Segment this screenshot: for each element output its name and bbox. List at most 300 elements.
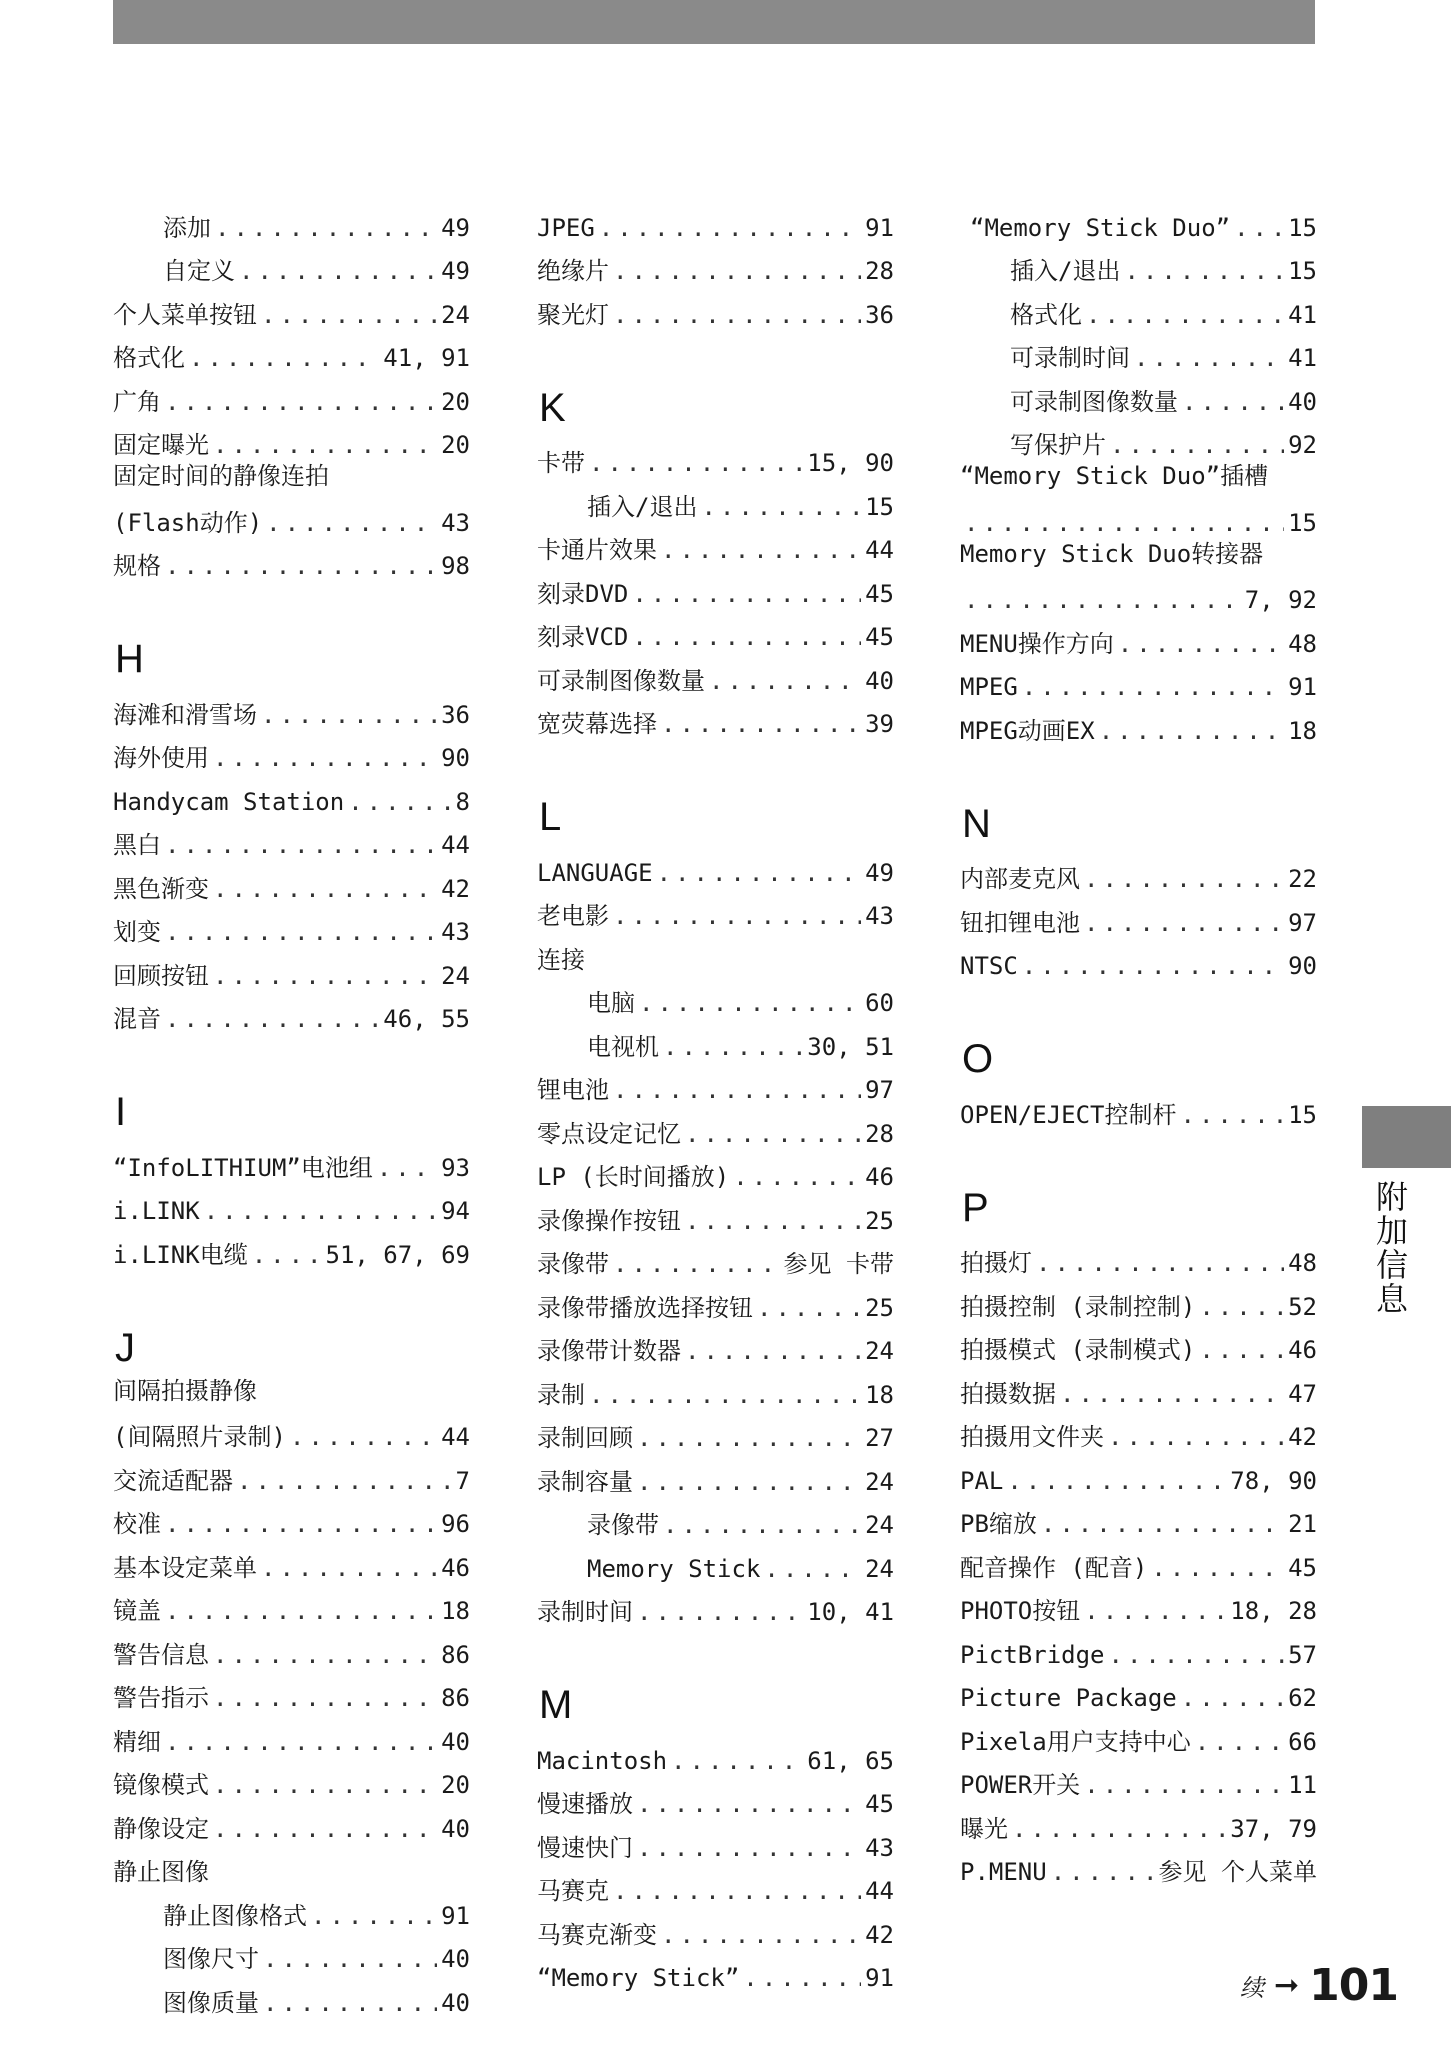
entry-page: 15 — [1288, 508, 1317, 537]
entry-label: 海外使用 — [113, 744, 209, 772]
leader-dots — [263, 1989, 437, 2017]
entry-label: 可录制时间 — [1010, 344, 1130, 372]
index-entry — [113, 1138, 470, 1182]
entry-page: 36 — [441, 700, 470, 729]
leader-dots — [213, 962, 437, 990]
leader-dots — [964, 509, 1284, 537]
index-entry — [960, 1799, 1317, 1843]
section-letter: O — [962, 1037, 994, 1081]
index-subentry — [537, 477, 894, 521]
index-entry — [960, 658, 1317, 702]
entry-page: 18 — [1288, 716, 1317, 745]
index-entry — [537, 1409, 894, 1453]
section-letter: P — [962, 1185, 989, 1230]
entry-label: 镜盖 — [113, 1597, 161, 1625]
entry-label: 宽荧幕选择 — [537, 710, 657, 738]
leader-dots — [266, 509, 437, 537]
index-entry — [113, 772, 470, 816]
index-subentry — [960, 372, 1317, 416]
entry-label: 绝缘片 — [537, 257, 609, 285]
entry-label: POWER开关 — [960, 1771, 1081, 1799]
entry-page: 60 — [865, 989, 894, 1017]
index-entry — [960, 1625, 1317, 1669]
entry-page: 24 — [441, 961, 470, 990]
index-entry-first-line: 固定时间的静像连拍 — [113, 462, 329, 490]
entry-page: 44 — [865, 536, 894, 564]
entry-label: 钮扣锂电池 — [960, 908, 1080, 937]
index-entry — [537, 1905, 894, 1949]
index-entry — [537, 1452, 894, 1496]
entry-page: 57 — [1288, 1640, 1317, 1669]
entry-page: 44 — [865, 1877, 894, 1905]
entry-label: 规格 — [113, 552, 161, 580]
leader-dots — [1134, 344, 1284, 372]
leader-dots — [613, 1076, 861, 1104]
entry-label: “InfoLITHIUM”电池组 — [113, 1153, 373, 1182]
header-bar — [113, 0, 1315, 44]
entry-label: 静止图像格式 — [163, 1901, 307, 1930]
leader-dots — [252, 1241, 322, 1269]
index-entry — [537, 1775, 894, 1819]
entry-label: MENU操作方向 — [960, 629, 1114, 658]
leader-dots — [1108, 1423, 1284, 1451]
leader-dots — [213, 875, 437, 903]
leader-dots — [1084, 1771, 1284, 1799]
index-heading — [113, 1843, 470, 1887]
entry-label: 录像带播放选择按钮 — [537, 1293, 753, 1322]
leader-dots — [1099, 717, 1284, 745]
entry-label: 图像质量 — [163, 1988, 259, 2017]
index-entry — [113, 1625, 470, 1669]
index-entry — [113, 1182, 470, 1226]
entry-label: PictBridge — [960, 1640, 1105, 1669]
leader-dots — [1110, 431, 1284, 459]
leader-dots — [165, 388, 437, 416]
entry-page: 46 — [1288, 1336, 1317, 1364]
entry-page: 91 — [865, 1964, 894, 1992]
entry-label: OPEN/EJECT控制杆 — [960, 1100, 1177, 1129]
section-letter: N — [962, 801, 991, 846]
section-letter: L — [539, 795, 562, 839]
entry-label: 海滩和滑雪场 — [113, 700, 257, 729]
section-gap — [960, 980, 1317, 1024]
index-entry — [113, 1495, 470, 1539]
entry-page: 参见 卡带 — [783, 1250, 894, 1278]
leader-dots — [311, 1902, 437, 1930]
index-entry — [537, 1191, 894, 1235]
entry-page: 24 — [865, 1467, 894, 1496]
entry-page: 28 — [865, 1119, 894, 1148]
entry-label: Memory Stick — [587, 1554, 761, 1583]
leader-dots — [1109, 1641, 1285, 1669]
index-subentry — [960, 285, 1317, 329]
entry-label: 卡带 — [537, 449, 585, 477]
leader-dots — [165, 1728, 437, 1756]
leader-dots — [261, 1554, 437, 1582]
leader-dots — [213, 1815, 437, 1843]
entry-page: 49 — [441, 213, 470, 242]
page-number: 101 — [1309, 1960, 1398, 2011]
entry-page: 66 — [1288, 1727, 1317, 1756]
section-side-label: 附加信息 — [1371, 1180, 1409, 1316]
index-entry — [113, 1538, 470, 1582]
entry-label: 精细 — [113, 1727, 161, 1756]
entry-page: 45 — [865, 623, 894, 651]
entry-page: 40 — [441, 1988, 470, 2017]
leader-dots — [237, 1467, 452, 1495]
index-entry — [960, 1756, 1317, 1800]
leader-dots — [1181, 1101, 1285, 1129]
entry-label: 格式化 — [1010, 300, 1082, 329]
index-entry — [537, 843, 894, 887]
entry-page: 47 — [1288, 1379, 1317, 1408]
entry-label: 电脑 — [587, 989, 635, 1017]
leader-dots — [1051, 1858, 1155, 1886]
leader-dots — [213, 431, 437, 459]
index-entry — [960, 1843, 1317, 1887]
entry-page: 27 — [865, 1424, 894, 1452]
index-entry — [960, 893, 1317, 937]
leader-dots — [215, 214, 437, 242]
entry-page: 45 — [865, 1790, 894, 1818]
leader-dots — [239, 257, 437, 285]
entry-label: LP (长时间播放) — [537, 1163, 730, 1191]
entry-label: 锂电池 — [537, 1076, 609, 1104]
entry-page: 52 — [1288, 1292, 1317, 1321]
leader-dots — [1124, 257, 1284, 285]
entry-page: 20 — [441, 1771, 470, 1799]
entry-label: 插入/退出 — [1010, 257, 1121, 285]
leader-dots — [613, 1250, 780, 1278]
index-entry — [960, 1582, 1317, 1626]
leader-dots — [204, 1197, 437, 1225]
entry-page: 41, 91 — [383, 344, 470, 372]
leader-dots — [637, 1468, 861, 1496]
entry-label: 黑色渐变 — [113, 874, 209, 903]
entry-label: 校准 — [113, 1510, 161, 1538]
entry-page: 62 — [1288, 1684, 1317, 1712]
entry-page: 42 — [1288, 1423, 1317, 1451]
entry-page: 93 — [441, 1153, 470, 1182]
index-entry — [537, 1365, 894, 1409]
entry-label: 可录制图像数量 — [537, 666, 705, 695]
entry-label: LANGUAGE — [537, 858, 653, 887]
index-subentry — [960, 242, 1317, 286]
entry-page: 15 — [1288, 1100, 1317, 1129]
index-subentry — [960, 329, 1317, 373]
entry-label: 拍摄灯 — [960, 1249, 1032, 1277]
entry-label: 拍摄数据 — [960, 1379, 1056, 1408]
index-entry — [537, 521, 894, 565]
leader-dots — [1022, 952, 1284, 980]
index-entry — [113, 685, 470, 729]
entry-label: 固定曝光 — [113, 431, 209, 459]
section-gap — [960, 745, 1317, 789]
entry-label: P.MENU — [960, 1858, 1047, 1886]
leader-dots — [733, 1163, 861, 1191]
section-gap — [113, 1269, 470, 1313]
index-entry — [960, 1321, 1317, 1365]
entry-label: PAL — [960, 1466, 1004, 1495]
leader-dots — [1199, 1293, 1284, 1321]
index-entry-first-line: 间隔拍摄静像 — [113, 1376, 257, 1405]
index-entry — [113, 1669, 470, 1713]
entry-page: 97 — [1288, 908, 1317, 937]
entry-label: 个人菜单按钮 — [113, 300, 257, 329]
leader-dots — [290, 1423, 437, 1451]
entry-page: 45 — [865, 579, 894, 608]
entry-page: 15 — [1288, 213, 1317, 242]
section-gap — [537, 1626, 894, 1670]
leader-dots — [1060, 1380, 1284, 1408]
index-entry — [113, 946, 470, 990]
entry-label: 混音 — [113, 1005, 161, 1033]
index-entry — [113, 1451, 470, 1495]
entry-page: 28 — [865, 257, 894, 285]
index-entry — [113, 1799, 470, 1843]
leader-dots — [589, 449, 803, 477]
index-subentry — [537, 1496, 894, 1540]
entry-page: 91 — [865, 213, 894, 242]
leader-dots — [764, 1555, 861, 1583]
leader-dots — [661, 536, 861, 564]
entry-label: 电视机 — [587, 1032, 659, 1061]
entry-page: 96 — [441, 1510, 470, 1538]
index-entry — [960, 1234, 1317, 1278]
index-entry — [537, 1104, 894, 1148]
leader-dots — [165, 552, 437, 580]
leader-dots — [613, 902, 861, 930]
leader-dots — [1007, 1467, 1226, 1495]
continue-arrow-icon: ➞ — [1274, 1968, 1300, 2003]
entry-page: 25 — [865, 1293, 894, 1322]
entry-page: 42 — [441, 874, 470, 903]
entry-label: PHOTO按钮 — [960, 1597, 1081, 1625]
leader-dots — [701, 493, 861, 521]
entry-page: 44 — [441, 1423, 470, 1451]
index-entry — [537, 651, 894, 695]
leader-dots — [1199, 1336, 1284, 1364]
index-subentry — [113, 1930, 470, 1974]
entry-page: 94 — [441, 1197, 470, 1225]
index-entry-first-line: “Memory Stick Duo”插槽 — [960, 462, 1269, 490]
entry-page: 36 — [865, 300, 894, 329]
entry-page: 40 — [441, 1945, 470, 1973]
leader-dots — [637, 1424, 861, 1452]
leader-dots — [263, 1945, 437, 1973]
index-subentry — [113, 242, 470, 286]
entry-label: 自定义 — [163, 257, 235, 285]
index-subentry — [537, 1017, 894, 1061]
entry-page: 24 — [865, 1554, 894, 1583]
leader-dots — [743, 1964, 861, 1992]
entry-label: 基本设定菜单 — [113, 1553, 257, 1582]
section-gap — [537, 329, 894, 373]
entry-label: 广角 — [113, 387, 161, 416]
entry-page: 91 — [1288, 673, 1317, 701]
leader-dots — [165, 1005, 379, 1033]
entry-page: 24 — [865, 1511, 894, 1539]
leader-dots — [1181, 1684, 1284, 1712]
section-tab-marker — [1362, 1106, 1451, 1168]
index-entry — [537, 1949, 894, 1993]
leader-dots — [637, 1834, 861, 1862]
index-entry — [537, 695, 894, 739]
entry-label: 录制 — [537, 1380, 585, 1409]
leader-dots — [685, 1207, 861, 1235]
entry-label: Macintosh — [537, 1746, 668, 1775]
leader-dots — [1182, 388, 1284, 416]
entry-page: 15, 90 — [807, 449, 894, 477]
entry-page: 7 — [455, 1466, 470, 1495]
leader-dots — [637, 1790, 861, 1818]
entry-label: 录制回顾 — [537, 1424, 633, 1452]
entry-label: “Memory Stick Duo” — [970, 213, 1231, 242]
index-entry — [113, 1408, 470, 1452]
entry-page: 46, 55 — [383, 1005, 470, 1033]
entry-label: Handycam Station — [113, 787, 345, 816]
entry-page: 61, 65 — [807, 1746, 894, 1775]
entry-page: 40 — [1288, 387, 1317, 416]
entry-label: (Flash动作) — [113, 508, 263, 537]
index-entry — [113, 1582, 470, 1626]
index-entry — [113, 1225, 470, 1269]
leader-dots — [1234, 214, 1284, 242]
entry-page: 22 — [1288, 865, 1317, 893]
section-gap — [113, 1033, 470, 1077]
entry-label: 插入/退出 — [587, 492, 698, 521]
index-entry — [960, 1451, 1317, 1495]
leader-dots — [1022, 673, 1284, 701]
entry-label: 录像带 — [587, 1511, 659, 1539]
entry-page: 43 — [441, 918, 470, 946]
index-entry — [113, 903, 470, 947]
page-footer — [1240, 1960, 1398, 2011]
entry-label: 录像操作按钮 — [537, 1206, 681, 1235]
entry-label: MPEG — [960, 673, 1018, 701]
leader-dots — [1012, 1815, 1226, 1843]
entry-label: 警告信息 — [113, 1640, 209, 1669]
index-entry — [960, 614, 1317, 658]
leader-dots — [165, 831, 437, 859]
leader-dots — [663, 1033, 803, 1061]
entry-label: 可录制图像数量 — [1010, 387, 1178, 416]
entry-page: 25 — [865, 1206, 894, 1235]
entry-page: 41 — [1288, 300, 1317, 329]
entry-label: 内部麦克风 — [960, 865, 1080, 893]
entry-label: 镜像模式 — [113, 1771, 209, 1799]
entry-page: 44 — [441, 831, 470, 859]
entry-label: 零点设定记忆 — [537, 1119, 681, 1148]
index-entry — [960, 1408, 1317, 1452]
entry-page: 45 — [1288, 1553, 1317, 1582]
index-entry — [537, 285, 894, 329]
leader-dots — [189, 344, 379, 372]
index-entry — [537, 1731, 894, 1775]
index-entry — [960, 571, 1317, 615]
index-entry — [537, 887, 894, 931]
entry-page: 86 — [441, 1684, 470, 1712]
entry-page: 39 — [865, 710, 894, 738]
entry-label: 拍摄用文件夹 — [960, 1423, 1104, 1451]
index-entry — [537, 242, 894, 286]
leader-dots — [657, 859, 862, 887]
index-entry — [960, 493, 1317, 537]
entry-label: 老电影 — [537, 902, 609, 930]
entry-label: 马赛克渐变 — [537, 1920, 657, 1949]
entry-page: 18 — [865, 1380, 894, 1409]
entry-label: “Memory Stick” — [537, 1964, 740, 1992]
entry-page: 7, 92 — [1244, 586, 1317, 614]
leader-dots — [1036, 1249, 1284, 1277]
entry-page: 98 — [441, 552, 470, 580]
entry-page: 78, 90 — [1230, 1466, 1317, 1495]
leader-dots — [757, 1294, 861, 1322]
leader-dots — [377, 1154, 437, 1182]
entry-label: (间隔照片录制) — [113, 1423, 286, 1451]
entry-label: i.LINK — [113, 1197, 200, 1225]
index-subentry — [113, 1886, 470, 1930]
leader-dots — [661, 710, 861, 738]
leader-dots — [1151, 1554, 1284, 1582]
entry-label: 写保护片 — [1010, 431, 1106, 459]
leader-dots — [685, 1337, 861, 1365]
leader-dots — [632, 623, 861, 651]
entry-label: 录像带 — [537, 1250, 609, 1278]
index-entry — [537, 1235, 894, 1279]
entry-page: 37, 79 — [1230, 1814, 1317, 1843]
continued-label: 续 — [1240, 1974, 1264, 2002]
entry-page: 11 — [1288, 1771, 1317, 1799]
section-letter: M — [539, 1683, 573, 1727]
entry-label: 回顾按钮 — [113, 961, 209, 990]
index-entry — [113, 816, 470, 860]
entry-page: 20 — [441, 431, 470, 459]
index-entry — [537, 564, 894, 608]
entry-label: 慢速播放 — [537, 1790, 633, 1818]
entry-page: 参见 个人菜单 — [1158, 1858, 1317, 1886]
index-entry — [113, 1712, 470, 1756]
entry-page: 30, 51 — [807, 1032, 894, 1061]
index-entry — [537, 1061, 894, 1105]
entry-label: 慢速快门 — [537, 1833, 633, 1862]
section-letter: K — [539, 385, 566, 430]
index-subentry — [960, 198, 1317, 242]
entry-label: JPEG — [537, 213, 595, 242]
leader-dots — [671, 1747, 803, 1775]
entry-label: Pixela用户支持中心 — [960, 1727, 1191, 1756]
entry-page: 92 — [1288, 431, 1317, 459]
index-entry — [537, 1322, 894, 1366]
entry-page: 46 — [441, 1553, 470, 1582]
section-gap — [113, 580, 470, 624]
entry-label: 刻录DVD — [537, 579, 629, 608]
leader-dots — [599, 214, 861, 242]
index-entry — [537, 434, 894, 478]
leader-dots — [1084, 1597, 1226, 1625]
entry-page: 49 — [865, 858, 894, 887]
entry-page: 91 — [441, 1901, 470, 1930]
index-entry — [113, 372, 470, 416]
index-entry — [113, 990, 470, 1034]
entry-page: 41 — [1288, 344, 1317, 372]
entry-label: MPEG动画EX — [960, 716, 1095, 745]
leader-dots — [685, 1120, 861, 1148]
index-entry — [960, 850, 1317, 894]
index-entry — [960, 1712, 1317, 1756]
entry-page: 24 — [865, 1337, 894, 1365]
entry-page: 43 — [441, 508, 470, 537]
